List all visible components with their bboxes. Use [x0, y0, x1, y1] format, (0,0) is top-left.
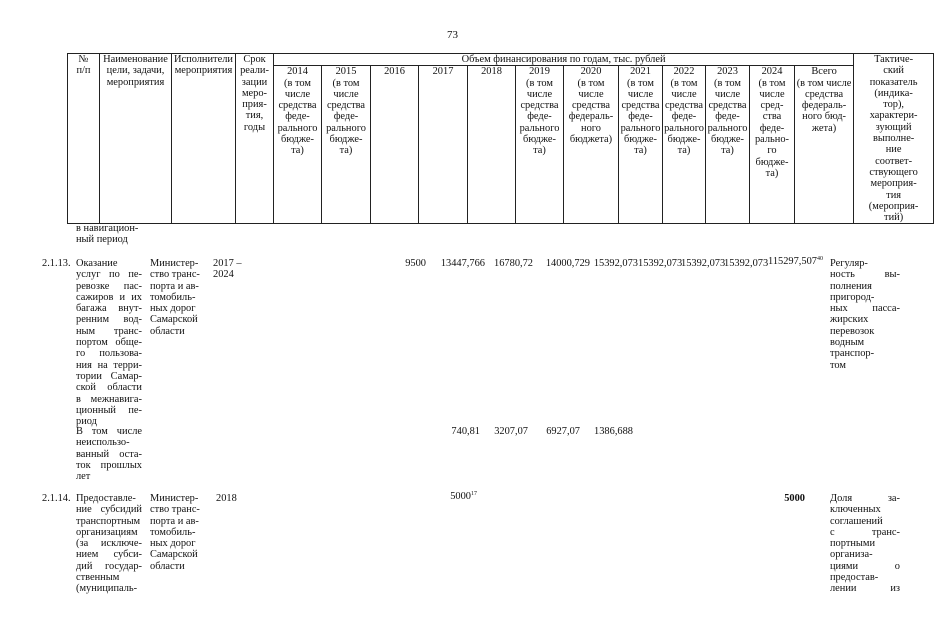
- row-2-1-13-executor: Министер- ство транс- порта и ав- томобиль- ных дорог Самарской области: [150, 258, 200, 337]
- header-year-2014: 2014 (в том числе средства феде- рального бюдже- та): [274, 66, 322, 224]
- row-2-1-14-executor: Министер- ство транс- порта и ав- томобиль- ных дорог Самарской области: [150, 493, 200, 572]
- row-2-1-14-total: 5000: [784, 493, 805, 504]
- header-name: Наименование цели, задачи, мероприятия: [100, 54, 172, 224]
- header-funding: Объем финансирования по годам, тыс. рублей: [274, 54, 854, 66]
- header-year-2019: 2019 (в том числе средства феде- рального бюдже- та): [516, 66, 564, 224]
- row-incl-2021: 1386,688: [594, 426, 633, 437]
- row-2-1-13-2017: 9500: [405, 258, 426, 269]
- header-executor: Исполнители мероприятия: [172, 54, 236, 224]
- header-year-2015: 2015 (в том числе средства феде- рального бюдже- та): [322, 66, 371, 224]
- header-year-2021: 2021 (в том числе средства феде- рального бюдже- та): [619, 66, 663, 224]
- row-2-1-13-2018: 13447,766: [440, 258, 485, 269]
- header-indicator: Тактиче- ский показатель (индика- тор), характери- зующий выполне- ние соответ- ствующего мероприя- тия (мероприя- тий): [854, 54, 934, 224]
- row-2-1-13-2024: 15392,073: [724, 258, 769, 269]
- row-2-1-13-2023: 15392,073: [681, 258, 726, 269]
- header-total: Всего (в том числе средства федераль- ного бюд- жета): [795, 66, 854, 224]
- row-2-1-13-2021: 15392,073: [593, 258, 638, 269]
- row-2-1-14-2018: 5000$^{17}$: [450, 491, 477, 502]
- row-2-1-13-term: 2017 – 2024: [213, 258, 242, 281]
- row-2-1-14-indicator: Доля за- ключенных соглашений с транс- портными организа- циями о предостав- лении из: [830, 493, 900, 595]
- header-year-2016: 2016: [371, 66, 419, 224]
- row-2-1-13-2020: 14000,729: [545, 258, 590, 269]
- header-year-2022: 2022 (в том числе средства феде- рального бюдже- та): [663, 66, 706, 224]
- row-2-1-13-total: 115297,507$^{40}$: [768, 256, 823, 267]
- row-2-1-13-2022: 15392,073: [638, 258, 683, 269]
- header-year-2018: 2018: [468, 66, 516, 224]
- row-incl-2018: 740,81: [451, 426, 480, 437]
- funding-table-header: [67, 53, 934, 224]
- header-year-2020: 2020 (в том числе средства федераль- ного бюджета): [564, 66, 619, 224]
- header-num: № п/п: [68, 54, 100, 224]
- header-year-2017: 2017: [419, 66, 468, 224]
- header-year-2023: 2023 (в том числе средства феде- рального бюдже- та): [706, 66, 750, 224]
- row-2-1-13-2019: 16780,72: [494, 258, 533, 269]
- row-2-1-14-name: Предоставле- ние субсидий транспортным организациям (за исключе- нием субси- дий государ- ственным (муниципаль-: [76, 493, 142, 595]
- row-2-1-13-name: Оказание услуг по пе- ревозке пас- сажиров и их багажа внут- ренним вод- ным транс- портом обще- го пользова- ния на терри- тории Самар- ской области в межнавига- ционный пе- риод: [76, 258, 142, 428]
- row-2-1-14-term: 2018: [216, 493, 237, 504]
- row-2-1-13-indicator: Регуляр- ность вы- полнения пригород- ных пасса- жирских перевозок водным транспор- том: [830, 258, 900, 371]
- row-2-1-14-num: 2.1.14.: [42, 493, 71, 504]
- page-number: 73: [447, 29, 458, 41]
- row-incl-2020: 6927,07: [546, 426, 580, 437]
- row-incl-2019: 3207,07: [494, 426, 528, 437]
- continuation-text: в навигацион- ный период: [76, 223, 139, 246]
- row-2-1-13-num: 2.1.13.: [42, 258, 71, 269]
- header-term: Срок реали- зации меро- прия- тия, годы: [236, 54, 274, 224]
- header-year-2024: 2024 (в том числе сред- ства феде- рально- го бюдже- та): [750, 66, 795, 224]
- row-incl-name: В том числе неиспользо- ванный оста- ток прошлых лет: [76, 426, 142, 483]
